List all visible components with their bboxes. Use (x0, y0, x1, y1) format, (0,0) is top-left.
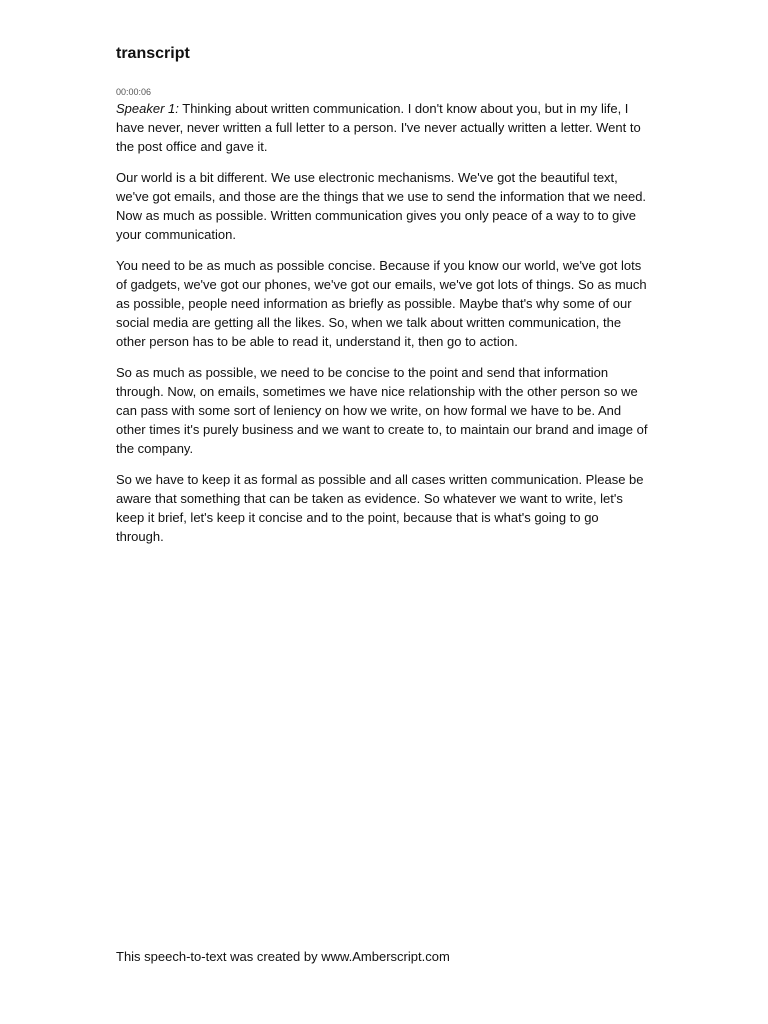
footer-credit: This speech-to-text was created by www.Amberscript.com (116, 949, 450, 964)
transcript-paragraph-5: So we have to keep it as formal as possible and all cases written communication. Please be aware that something that can be taken as evidence. So whatever we want to write, let's keep it brief, let's keep it concise and to the point, because that is what's going to go through. (116, 472, 644, 544)
segment-timestamp: 00:00:06 (116, 87, 152, 97)
speaker-label: Speaker 1: (116, 101, 179, 116)
paragraph-text: Thinking about written communication. I don't know about you, but in my life, I have never, never written a full letter to a person. I've never actually written a letter. Went to the post office and gave it. (116, 101, 641, 154)
transcript-page (116, 44, 648, 558)
transcript-paragraph-3: You need to be as much as possible concise. Because if you know our world, we've got lots of gadgets, we've got our phones, we've got our emails, we've got lots of things. So as much as possible, people need information as briefly as possible. Maybe that's why some of our social media are getting all the likes. So, when we talk about written communication, the other person has to be able to read it, understand it, then go to action. (116, 258, 647, 349)
document-title: transcript (116, 45, 190, 62)
transcript-paragraph-2: Our world is a bit different. We use electronic mechanisms. We've got the beautiful text, we've got emails, and those are the things that we use to send the information that we need. Now as much as possible. Written communication gives you only peace of a way to to give your communication. (116, 170, 647, 242)
transcript-paragraph-4: So as much as possible, we need to be concise to the point and send that information through. Now, on emails, sometimes we have nice relationship with the other person so we can pass with some sort of leniency on how we write, on how formal we have to be. And other times it's purely business and we want to create to, to maintain our brand and image of the company. (116, 365, 648, 456)
transcript-paragraph-1 (116, 99, 648, 156)
